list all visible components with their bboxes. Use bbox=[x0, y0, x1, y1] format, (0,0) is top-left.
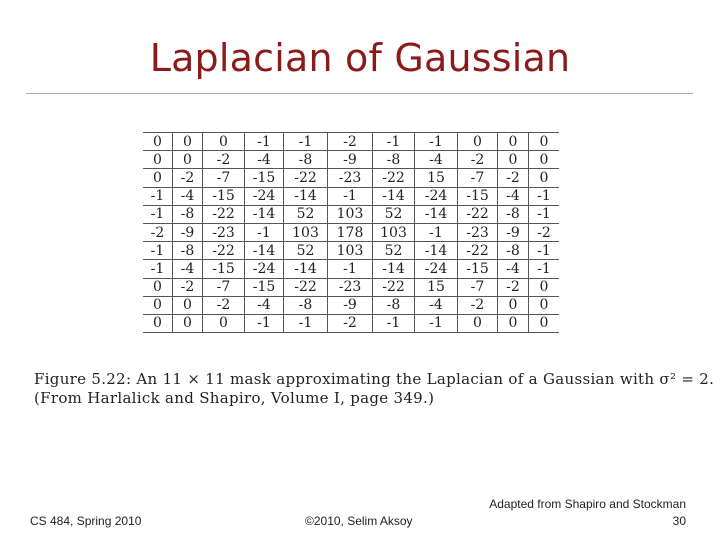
mask-cell: -8 bbox=[284, 151, 328, 169]
mask-row bbox=[143, 260, 559, 278]
mask-cell: -9 bbox=[328, 151, 373, 169]
mask-cell: -8 bbox=[284, 296, 328, 314]
mask-cell: -14 bbox=[284, 187, 328, 205]
footer-page-number: 30 bbox=[672, 514, 686, 528]
mask-cell: -1 bbox=[415, 223, 458, 241]
mask-cell: -22 bbox=[203, 205, 245, 223]
mask-row bbox=[143, 151, 559, 169]
footer-credit: Adapted from Shapiro and Stockman bbox=[489, 497, 686, 511]
mask-cell: -4 bbox=[245, 151, 284, 169]
mask-cell: -1 bbox=[143, 205, 173, 223]
mask-cell: 0 bbox=[173, 133, 203, 151]
mask-row bbox=[143, 187, 559, 205]
mask-cell: 0 bbox=[498, 151, 529, 169]
mask-cell: 52 bbox=[373, 242, 415, 260]
mask-cell: -14 bbox=[245, 242, 284, 260]
mask-cell: -24 bbox=[245, 187, 284, 205]
caption-line-1: Figure 5.22: An 11 × 11 mask approximating the Laplacian of a Gaussian with σ² = 2. bbox=[34, 370, 715, 388]
mask-cell: 0 bbox=[173, 151, 203, 169]
mask-cell: -15 bbox=[458, 187, 498, 205]
mask-cell: 0 bbox=[529, 296, 560, 314]
mask-cell: -1 bbox=[529, 187, 560, 205]
mask-cell: -8 bbox=[373, 296, 415, 314]
mask-cell: -4 bbox=[415, 151, 458, 169]
mask-cell: 103 bbox=[373, 223, 415, 241]
mask-row bbox=[143, 223, 559, 241]
title-divider bbox=[26, 93, 693, 94]
mask-row bbox=[143, 242, 559, 260]
mask-cell: -1 bbox=[328, 187, 373, 205]
mask-cell: -9 bbox=[173, 223, 203, 241]
mask-cell: -4 bbox=[173, 187, 203, 205]
mask-cell: 0 bbox=[143, 296, 173, 314]
mask-cell: 0 bbox=[529, 133, 560, 151]
mask-cell: 0 bbox=[498, 314, 529, 332]
mask-cell: -15 bbox=[203, 260, 245, 278]
mask-cell: 0 bbox=[143, 151, 173, 169]
mask-cell: -1 bbox=[245, 314, 284, 332]
mask-cell: 0 bbox=[143, 169, 173, 187]
mask-cell: -2 bbox=[498, 278, 529, 296]
mask-cell: -7 bbox=[458, 278, 498, 296]
mask-cell: -8 bbox=[498, 205, 529, 223]
mask-row bbox=[143, 314, 559, 332]
mask-cell: -9 bbox=[498, 223, 529, 241]
mask-cell: 0 bbox=[203, 133, 245, 151]
mask-cell: -1 bbox=[529, 205, 560, 223]
mask-cell: -1 bbox=[415, 314, 458, 332]
mask-cell: -15 bbox=[458, 260, 498, 278]
mask-cell: -24 bbox=[415, 187, 458, 205]
mask-cell: -22 bbox=[284, 278, 328, 296]
mask-body bbox=[143, 133, 559, 333]
slide-title: Laplacian of Gaussian bbox=[149, 36, 571, 80]
mask-cell: 0 bbox=[143, 133, 173, 151]
footer-course: CS 484, Spring 2010 bbox=[30, 514, 142, 528]
mask-cell: -8 bbox=[173, 205, 203, 223]
mask-cell: 0 bbox=[173, 314, 203, 332]
mask-cell: 0 bbox=[529, 278, 560, 296]
mask-cell: -22 bbox=[458, 242, 498, 260]
mask-cell: -1 bbox=[284, 133, 328, 151]
mask-cell: 103 bbox=[328, 205, 373, 223]
mask-cell: -1 bbox=[143, 187, 173, 205]
mask-cell: -14 bbox=[415, 242, 458, 260]
mask-cell: -2 bbox=[498, 169, 529, 187]
mask-cell: -2 bbox=[203, 296, 245, 314]
mask-cell: 52 bbox=[373, 205, 415, 223]
log-mask-table bbox=[143, 132, 559, 333]
mask-cell: -14 bbox=[373, 187, 415, 205]
mask-cell: -14 bbox=[245, 205, 284, 223]
mask-cell: -8 bbox=[373, 151, 415, 169]
mask-cell: -2 bbox=[458, 296, 498, 314]
mask-cell: -1 bbox=[245, 133, 284, 151]
mask-cell: -22 bbox=[458, 205, 498, 223]
mask-cell: -2 bbox=[203, 151, 245, 169]
figure-caption bbox=[34, 370, 715, 408]
mask-cell: 0 bbox=[529, 169, 560, 187]
mask-cell: 0 bbox=[458, 133, 498, 151]
mask-cell: -4 bbox=[498, 260, 529, 278]
mask-cell: -4 bbox=[415, 296, 458, 314]
mask-cell: -22 bbox=[284, 169, 328, 187]
mask-cell: -2 bbox=[328, 314, 373, 332]
mask-cell: -15 bbox=[245, 169, 284, 187]
mask-cell: 0 bbox=[458, 314, 498, 332]
mask-cell: -22 bbox=[203, 242, 245, 260]
mask-cell: -4 bbox=[498, 187, 529, 205]
mask-cell: -2 bbox=[458, 151, 498, 169]
mask-cell: -24 bbox=[245, 260, 284, 278]
mask-cell: -1 bbox=[529, 242, 560, 260]
mask-cell: -1 bbox=[373, 133, 415, 151]
mask-cell: -1 bbox=[245, 223, 284, 241]
mask-cell: 52 bbox=[284, 205, 328, 223]
mask-row bbox=[143, 169, 559, 187]
mask-cell: -23 bbox=[458, 223, 498, 241]
mask-cell: 0 bbox=[143, 314, 173, 332]
mask-cell: 52 bbox=[284, 242, 328, 260]
mask-cell: -2 bbox=[529, 223, 560, 241]
mask-cell: -8 bbox=[173, 242, 203, 260]
mask-cell: -1 bbox=[143, 242, 173, 260]
mask-cell: -4 bbox=[245, 296, 284, 314]
mask-cell: -9 bbox=[328, 296, 373, 314]
mask-cell: -2 bbox=[173, 169, 203, 187]
mask-cell: -14 bbox=[373, 260, 415, 278]
mask-cell: -22 bbox=[373, 169, 415, 187]
mask-cell: -22 bbox=[373, 278, 415, 296]
mask-cell: -14 bbox=[284, 260, 328, 278]
mask-cell: 0 bbox=[143, 278, 173, 296]
mask-cell: 0 bbox=[498, 296, 529, 314]
mask-cell: -7 bbox=[458, 169, 498, 187]
mask-cell: -2 bbox=[143, 223, 173, 241]
mask-cell: -23 bbox=[328, 278, 373, 296]
mask-cell: -1 bbox=[373, 314, 415, 332]
mask-cell: -7 bbox=[203, 169, 245, 187]
mask-row bbox=[143, 205, 559, 223]
mask-cell: -23 bbox=[203, 223, 245, 241]
mask-cell: 15 bbox=[415, 278, 458, 296]
mask-cell: -23 bbox=[328, 169, 373, 187]
mask-cell: -7 bbox=[203, 278, 245, 296]
mask-cell: -1 bbox=[529, 260, 560, 278]
mask-cell: 0 bbox=[529, 151, 560, 169]
mask-cell: -1 bbox=[328, 260, 373, 278]
mask-cell: -4 bbox=[173, 260, 203, 278]
mask-cell: 103 bbox=[328, 242, 373, 260]
mask-row bbox=[143, 296, 559, 314]
mask-cell: 15 bbox=[415, 169, 458, 187]
mask-cell: 103 bbox=[284, 223, 328, 241]
mask-cell: 0 bbox=[173, 296, 203, 314]
footer-copyright: ©2010, Selim Aksoy bbox=[305, 514, 413, 528]
mask-cell: 0 bbox=[498, 133, 529, 151]
mask-cell: 0 bbox=[203, 314, 245, 332]
mask-cell: -1 bbox=[284, 314, 328, 332]
mask-row bbox=[143, 133, 559, 151]
mask-cell: -8 bbox=[498, 242, 529, 260]
mask-row bbox=[143, 278, 559, 296]
mask-cell: -15 bbox=[203, 187, 245, 205]
mask-cell: 0 bbox=[529, 314, 560, 332]
caption-line-2: (From Harlalick and Shapiro, Volume I, page 349.) bbox=[34, 389, 435, 407]
mask-cell: -2 bbox=[173, 278, 203, 296]
mask-cell: -14 bbox=[415, 205, 458, 223]
mask-cell: -2 bbox=[328, 133, 373, 151]
mask-cell: -1 bbox=[143, 260, 173, 278]
mask-cell: -24 bbox=[415, 260, 458, 278]
mask-cell: -1 bbox=[415, 133, 458, 151]
mask-cell: -15 bbox=[245, 278, 284, 296]
mask-cell: 178 bbox=[328, 223, 373, 241]
